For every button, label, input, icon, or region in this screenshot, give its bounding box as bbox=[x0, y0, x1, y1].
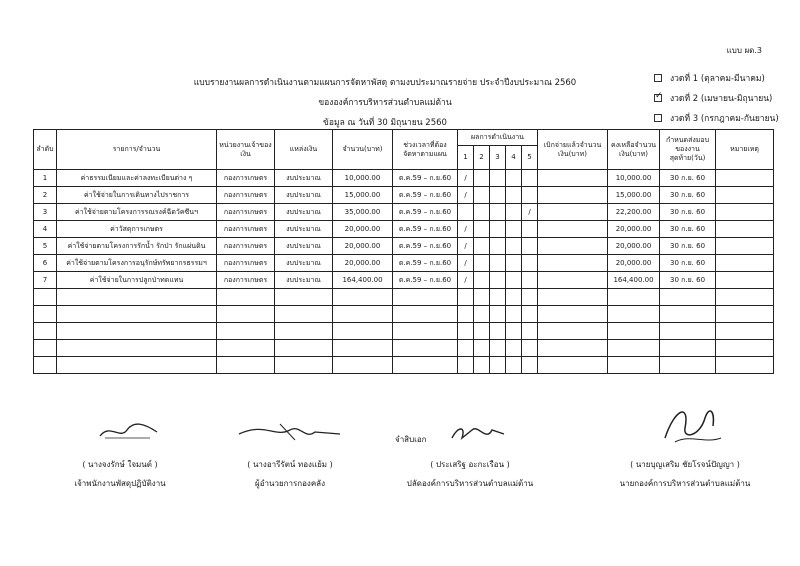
empty-cell bbox=[660, 340, 716, 357]
header-note: หมายเหตุ bbox=[716, 130, 774, 170]
cell-step bbox=[522, 221, 538, 238]
cell-step: / bbox=[458, 272, 474, 289]
cell-amount: 15,000.00 bbox=[333, 187, 393, 204]
empty-cell bbox=[608, 289, 660, 306]
cell-step bbox=[474, 187, 490, 204]
cell-source: งบประมาณ bbox=[275, 170, 333, 187]
table-row bbox=[34, 221, 774, 238]
cell-step bbox=[506, 204, 522, 221]
cell-remaining: 10,000.00 bbox=[608, 170, 660, 187]
empty-cell bbox=[275, 357, 333, 374]
empty-cell bbox=[538, 340, 608, 357]
empty-cell bbox=[506, 323, 522, 340]
empty-cell bbox=[716, 323, 774, 340]
cell-item: ค่าใช้จ่ายตามโครงการอนุรักษ์ทรัพยากรธรรมฯ bbox=[57, 255, 217, 272]
empty-cell bbox=[458, 306, 474, 323]
empty-row bbox=[34, 306, 774, 323]
acting-label: จำสิบเอก bbox=[395, 435, 427, 444]
empty-cell bbox=[522, 306, 538, 323]
cell-item: ค่าใช้จ่ายในการปลูกป่าทดแทน bbox=[57, 272, 217, 289]
empty-cell bbox=[538, 306, 608, 323]
empty-cell bbox=[490, 323, 506, 340]
cell-disbursed bbox=[538, 187, 608, 204]
signature-block-2 bbox=[215, 458, 365, 490]
cell-unit: กองการเกษตร bbox=[217, 221, 275, 238]
cell-step bbox=[474, 204, 490, 221]
cell-remaining: 164,400.00 bbox=[608, 272, 660, 289]
empty-cell bbox=[474, 340, 490, 357]
empty-cell bbox=[474, 306, 490, 323]
procurement-table bbox=[33, 129, 774, 374]
cell-source: งบประมาณ bbox=[275, 255, 333, 272]
cell-item: ค่าใช้จ่ายในการเดินทางไปราชการ bbox=[57, 187, 217, 204]
period-3[interactable] bbox=[654, 108, 779, 128]
empty-cell bbox=[608, 323, 660, 340]
cell-period: ต.ค.59 – ก.ย.60 bbox=[393, 238, 458, 255]
cell-unit: กองการเกษตร bbox=[217, 170, 275, 187]
header-deadline: กำหนดส่งมอบของงานสุดท้าย(วัน) bbox=[660, 130, 716, 170]
cell-step bbox=[506, 238, 522, 255]
cell-no: 4 bbox=[34, 221, 57, 238]
cell-step: / bbox=[458, 255, 474, 272]
cell-disbursed bbox=[538, 272, 608, 289]
empty-cell bbox=[660, 323, 716, 340]
cell-step: / bbox=[458, 187, 474, 204]
empty-cell bbox=[217, 357, 275, 374]
empty-cell bbox=[217, 340, 275, 357]
empty-cell bbox=[716, 306, 774, 323]
cell-amount: 164,400.00 bbox=[333, 272, 393, 289]
cell-step: / bbox=[458, 221, 474, 238]
cell-step bbox=[522, 255, 538, 272]
empty-cell bbox=[522, 289, 538, 306]
period-1-label: งวดที่ 1 (ตุลาคม-มีนาคม) bbox=[670, 74, 765, 84]
empty-cell bbox=[57, 357, 217, 374]
empty-cell bbox=[57, 289, 217, 306]
cell-deadline: 30 ก.ย. 60 bbox=[660, 272, 716, 289]
empty-cell bbox=[275, 289, 333, 306]
empty-cell bbox=[57, 340, 217, 357]
empty-cell bbox=[538, 289, 608, 306]
cell-step bbox=[506, 221, 522, 238]
empty-cell bbox=[34, 323, 57, 340]
cell-step: / bbox=[458, 238, 474, 255]
empty-cell bbox=[490, 289, 506, 306]
empty-cell bbox=[333, 340, 393, 357]
signature-4-icon bbox=[655, 398, 725, 448]
cell-step bbox=[522, 187, 538, 204]
empty-row bbox=[34, 323, 774, 340]
cell-period: ต.ค.59 – ก.ย.60 bbox=[393, 187, 458, 204]
empty-cell bbox=[608, 306, 660, 323]
empty-cell bbox=[538, 323, 608, 340]
cell-item: ค่าวัสดุการเกษตร bbox=[57, 221, 217, 238]
cell-step bbox=[474, 272, 490, 289]
cell-amount: 20,000.00 bbox=[333, 221, 393, 238]
cell-amount: 20,000.00 bbox=[333, 238, 393, 255]
report-title: แบบรายงานผลการดำเนินงานตามแผนการจัดหาพัสดุ ตามงบประมาณรายจ่าย ประจำปีงบประมาณ 2560 bbox=[193, 78, 577, 88]
cell-unit: กองการเกษตร bbox=[217, 238, 275, 255]
header-step: 2 bbox=[474, 146, 490, 170]
cell-period: ต.ค.59 – ก.ย.60 bbox=[393, 221, 458, 238]
cell-step bbox=[490, 170, 506, 187]
cell-no: 2 bbox=[34, 187, 57, 204]
cell-step bbox=[490, 272, 506, 289]
header-remaining: คงเหลือจำนวนเงิน(บาท) bbox=[608, 130, 660, 170]
cell-disbursed bbox=[538, 204, 608, 221]
empty-cell bbox=[275, 340, 333, 357]
header-item: รายการ/จำนวน bbox=[57, 130, 217, 170]
empty-cell bbox=[474, 323, 490, 340]
empty-cell bbox=[458, 323, 474, 340]
cell-step bbox=[522, 272, 538, 289]
signer-name: ( นางอารีรัตน์ ทองแย้ม ) bbox=[247, 460, 333, 469]
empty-cell bbox=[716, 340, 774, 357]
header-period: ช่วงเวลาที่ต้องจัดหาตามแผน bbox=[393, 130, 458, 170]
empty-cell bbox=[217, 323, 275, 340]
table-row bbox=[34, 255, 774, 272]
cell-disbursed bbox=[538, 238, 608, 255]
cell-amount: 35,000.00 bbox=[333, 204, 393, 221]
empty-cell bbox=[506, 289, 522, 306]
cell-source: งบประมาณ bbox=[275, 238, 333, 255]
cell-unit: กองการเกษตร bbox=[217, 204, 275, 221]
cell-step bbox=[490, 255, 506, 272]
period-2[interactable] bbox=[654, 88, 779, 108]
signature-1-icon bbox=[95, 418, 165, 444]
cell-deadline: 30 ก.ย. 60 bbox=[660, 187, 716, 204]
header-progress: ผลการดำเนินงาน bbox=[458, 130, 538, 146]
empty-cell bbox=[608, 340, 660, 357]
period-1[interactable] bbox=[654, 68, 779, 88]
header-step: 4 bbox=[506, 146, 522, 170]
cell-note bbox=[716, 255, 774, 272]
cell-step bbox=[506, 170, 522, 187]
empty-cell bbox=[522, 357, 538, 374]
signer-name: ( นายบุญเสริม ชัยโรจน์ปัญญา ) bbox=[630, 460, 740, 469]
table-row bbox=[34, 187, 774, 204]
cell-period: ต.ค.59 – ก.ย.60 bbox=[393, 272, 458, 289]
cell-step bbox=[490, 204, 506, 221]
cell-deadline: 30 ก.ย. 60 bbox=[660, 238, 716, 255]
cell-step bbox=[506, 187, 522, 204]
table-row bbox=[34, 170, 774, 187]
table-row bbox=[34, 272, 774, 289]
signer-role: ผู้อำนวยการกองคลัง bbox=[255, 479, 325, 488]
empty-cell bbox=[393, 306, 458, 323]
empty-cell bbox=[490, 340, 506, 357]
cell-deadline: 30 ก.ย. 60 bbox=[660, 170, 716, 187]
empty-cell bbox=[57, 323, 217, 340]
empty-cell bbox=[522, 323, 538, 340]
period-2-label: งวดที่ 2 (เมษายน-มิถุนายน) bbox=[670, 94, 773, 104]
empty-cell bbox=[393, 323, 458, 340]
cell-unit: กองการเกษตร bbox=[217, 272, 275, 289]
cell-deadline: 30 ก.ย. 60 bbox=[660, 221, 716, 238]
cell-source: งบประมาณ bbox=[275, 272, 333, 289]
cell-remaining: 20,000.00 bbox=[608, 238, 660, 255]
cell-remaining: 22,200.00 bbox=[608, 204, 660, 221]
empty-row bbox=[34, 357, 774, 374]
empty-cell bbox=[506, 340, 522, 357]
empty-cell bbox=[275, 323, 333, 340]
cell-item: ค่าใช้จ่ายตามโครงการรณรงค์ฉีดวัคซีนฯ bbox=[57, 204, 217, 221]
empty-cell bbox=[660, 306, 716, 323]
empty-cell bbox=[522, 340, 538, 357]
empty-cell bbox=[458, 340, 474, 357]
cell-period: ต.ค.59 – ก.ย.60 bbox=[393, 170, 458, 187]
table-row bbox=[34, 204, 774, 221]
empty-cell bbox=[34, 306, 57, 323]
cell-step bbox=[522, 170, 538, 187]
empty-cell bbox=[217, 289, 275, 306]
empty-row bbox=[34, 289, 774, 306]
empty-cell bbox=[716, 289, 774, 306]
empty-cell bbox=[34, 357, 57, 374]
cell-remaining: 15,000.00 bbox=[608, 187, 660, 204]
empty-cell bbox=[57, 306, 217, 323]
cell-no: 5 bbox=[34, 238, 57, 255]
cell-step bbox=[522, 238, 538, 255]
header-amount: จำนวน(บาท) bbox=[333, 130, 393, 170]
empty-cell bbox=[474, 357, 490, 374]
cell-disbursed bbox=[538, 170, 608, 187]
cell-amount: 10,000.00 bbox=[333, 170, 393, 187]
empty-cell bbox=[490, 357, 506, 374]
empty-cell bbox=[490, 306, 506, 323]
cell-step bbox=[458, 204, 474, 221]
cell-source: งบประมาณ bbox=[275, 221, 333, 238]
period-selector bbox=[654, 68, 779, 128]
period-1-checkbox[interactable] bbox=[654, 74, 662, 82]
empty-cell bbox=[506, 306, 522, 323]
data-date: ข้อมูล ณ วันที่ 30 มิถุนายน 2560 bbox=[323, 118, 447, 128]
header-disbursed: เบิกจ่ายแล้วจำนวนเงิน(บาท) bbox=[538, 130, 608, 170]
empty-cell bbox=[608, 357, 660, 374]
period-3-checkbox[interactable] bbox=[654, 114, 662, 122]
cell-disbursed bbox=[538, 221, 608, 238]
empty-cell bbox=[458, 357, 474, 374]
cell-no: 7 bbox=[34, 272, 57, 289]
empty-cell bbox=[660, 289, 716, 306]
signer-role: ปลัดองค์การบริหารส่วนตำบลแม่ต้าน bbox=[406, 479, 534, 488]
header-step: 3 bbox=[490, 146, 506, 170]
cell-item: ค่าธรรมเนียมและค่าลงทะเบียนต่าง ๆ bbox=[57, 170, 217, 187]
cell-remaining: 20,000.00 bbox=[608, 255, 660, 272]
signature-2-icon bbox=[235, 418, 345, 444]
empty-cell bbox=[34, 289, 57, 306]
cell-note bbox=[716, 170, 774, 187]
empty-cell bbox=[333, 306, 393, 323]
empty-cell bbox=[538, 357, 608, 374]
empty-cell bbox=[474, 289, 490, 306]
empty-cell bbox=[458, 289, 474, 306]
cell-step bbox=[490, 221, 506, 238]
cell-step: / bbox=[458, 170, 474, 187]
cell-step bbox=[506, 272, 522, 289]
table-row bbox=[34, 238, 774, 255]
empty-cell bbox=[660, 357, 716, 374]
cell-deadline: 30 ก.ย. 60 bbox=[660, 255, 716, 272]
empty-cell bbox=[393, 289, 458, 306]
cell-no: 3 bbox=[34, 204, 57, 221]
cell-unit: กองการเกษตร bbox=[217, 255, 275, 272]
cell-note bbox=[716, 221, 774, 238]
cell-no: 1 bbox=[34, 170, 57, 187]
cell-disbursed bbox=[538, 255, 608, 272]
organization-name: ขององค์การบริหารส่วนตำบลแม่ต้าน bbox=[318, 98, 452, 108]
cell-step bbox=[490, 238, 506, 255]
cell-step bbox=[474, 221, 490, 238]
empty-cell bbox=[716, 357, 774, 374]
cell-step bbox=[490, 187, 506, 204]
empty-cell bbox=[393, 340, 458, 357]
cell-period: ต.ค.59 – ก.ย.60 bbox=[393, 255, 458, 272]
signature-block-4 bbox=[595, 458, 775, 490]
header-step: 1 bbox=[458, 146, 474, 170]
empty-cell bbox=[275, 306, 333, 323]
header-step: 5 bbox=[522, 146, 538, 170]
header-source: แหล่งเงิน bbox=[275, 130, 333, 170]
cell-note bbox=[716, 272, 774, 289]
period-2-checkbox[interactable] bbox=[654, 94, 662, 102]
cell-note bbox=[716, 238, 774, 255]
signer-role: นายกองค์การบริหารส่วนตำบลแม่ต้าน bbox=[619, 479, 751, 488]
cell-period: ต.ค.59 – ก.ย.60 bbox=[393, 204, 458, 221]
cell-amount: 20,000.00 bbox=[333, 255, 393, 272]
cell-deadline: 30 ก.ย. 60 bbox=[660, 204, 716, 221]
cell-step bbox=[506, 255, 522, 272]
cell-note bbox=[716, 187, 774, 204]
cell-note bbox=[716, 204, 774, 221]
empty-cell bbox=[393, 357, 458, 374]
empty-cell bbox=[34, 340, 57, 357]
empty-cell bbox=[217, 306, 275, 323]
empty-cell bbox=[333, 357, 393, 374]
form-code: แบบ ผด.3 bbox=[726, 46, 762, 55]
signer-name: ( นางจงรักษ์ ใจมนต์ ) bbox=[82, 460, 158, 469]
cell-step bbox=[474, 255, 490, 272]
cell-step bbox=[474, 238, 490, 255]
signature-block-3 bbox=[385, 458, 555, 490]
cell-step bbox=[474, 170, 490, 187]
header-no: ลำดับ bbox=[34, 130, 57, 170]
cell-step: / bbox=[522, 204, 538, 221]
empty-cell bbox=[333, 323, 393, 340]
cell-item: ค่าใช้จ่ายตามโครงการรักน้ำ รักป่า รักแผ่นดิน bbox=[57, 238, 217, 255]
signer-role: เจ้าพนักงานพัสดุปฏิบัติงาน bbox=[74, 479, 166, 488]
header-unit: หน่วยงานเจ้าของเงิน bbox=[217, 130, 275, 170]
empty-cell bbox=[506, 357, 522, 374]
signer-name: ( ประเสริฐ อะกะเรือน ) bbox=[430, 460, 510, 469]
cell-source: งบประมาณ bbox=[275, 187, 333, 204]
signature-block-1 bbox=[50, 458, 190, 490]
cell-remaining: 20,000.00 bbox=[608, 221, 660, 238]
empty-row bbox=[34, 340, 774, 357]
period-3-label: งวดที่ 3 (กรกฎาคม-กันยายน) bbox=[670, 114, 779, 124]
cell-unit: กองการเกษตร bbox=[217, 187, 275, 204]
cell-source: งบประมาณ bbox=[275, 204, 333, 221]
cell-no: 6 bbox=[34, 255, 57, 272]
signature-3-icon bbox=[448, 420, 508, 446]
empty-cell bbox=[333, 289, 393, 306]
